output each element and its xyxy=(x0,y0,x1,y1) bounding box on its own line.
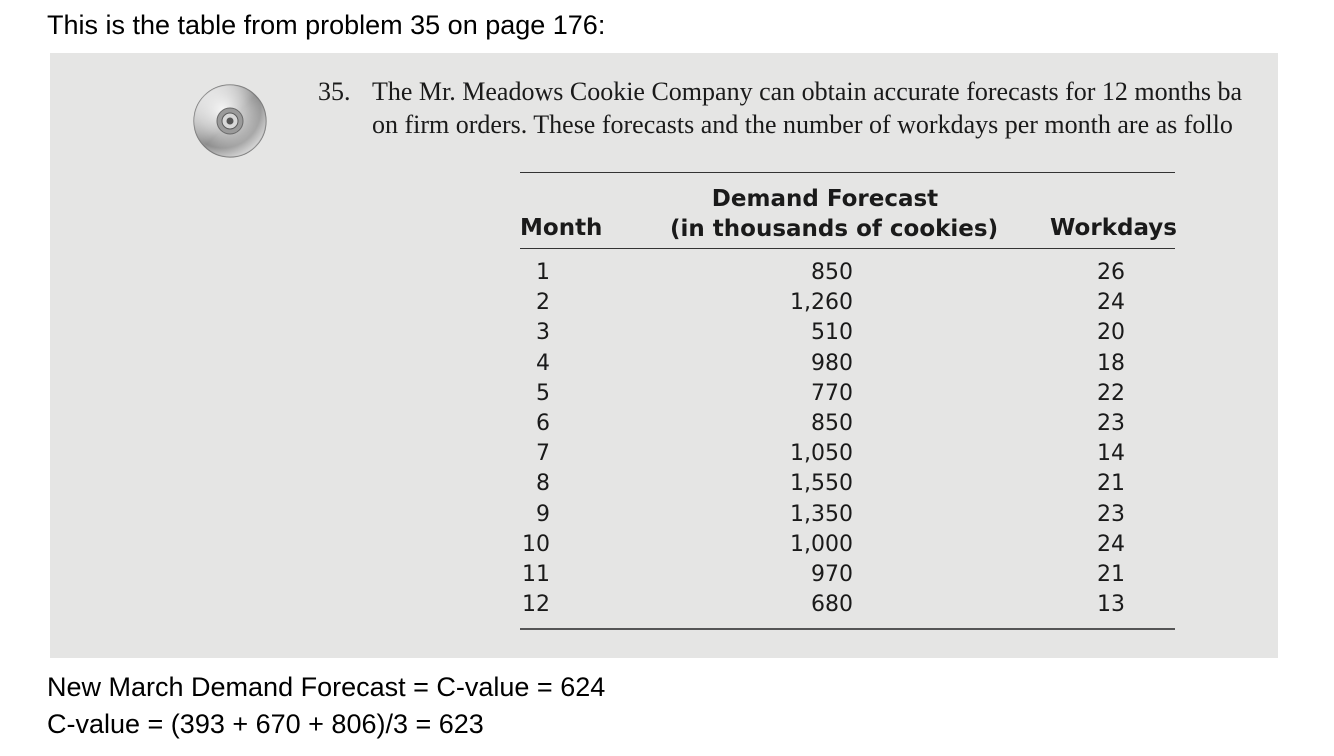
cell-workdays: 14 xyxy=(1097,441,1125,467)
cell-month: 2 xyxy=(536,290,550,316)
cell-month: 7 xyxy=(536,441,550,467)
table-row xyxy=(520,560,1175,590)
table-header-rule xyxy=(520,248,1175,249)
cell-demand: 510 xyxy=(811,320,853,346)
table-row xyxy=(520,469,1175,499)
cell-demand: 1,550 xyxy=(790,471,853,497)
cell-workdays: 18 xyxy=(1097,350,1125,376)
table-row xyxy=(520,409,1175,439)
problem-line-2: on firm orders. These forecasts and the number of workdays per month are as follo xyxy=(372,110,1233,139)
table-row xyxy=(520,500,1175,530)
problem-number: 35. xyxy=(318,77,351,106)
cell-demand: 680 xyxy=(811,592,853,618)
cell-workdays: 22 xyxy=(1097,380,1125,406)
intro-text: This is the table from problem 35 on page 176: xyxy=(47,10,606,40)
cell-month: 5 xyxy=(536,380,550,406)
cell-month: 9 xyxy=(536,501,550,527)
problem-line-1: 35. The Mr. Meadows Cookie Company can obtain accurate forecasts for 12 months ba xyxy=(318,77,1243,106)
cell-workdays: 26 xyxy=(1097,260,1125,285)
cell-demand: 850 xyxy=(811,410,853,436)
table-row xyxy=(520,288,1175,318)
cell-month: 3 xyxy=(536,320,550,346)
cell-month: 6 xyxy=(536,410,550,436)
header-month: Month xyxy=(520,215,603,241)
answer-line-1: New March Demand Forecast = C-value = 624 xyxy=(47,672,606,702)
cell-demand: 1,260 xyxy=(790,290,853,316)
table-row xyxy=(520,530,1175,560)
cell-demand: 850 xyxy=(811,260,853,285)
table-row xyxy=(520,258,1175,288)
table-bottom-rule xyxy=(520,628,1175,630)
cell-workdays: 24 xyxy=(1097,290,1125,316)
cell-workdays: 23 xyxy=(1097,410,1125,436)
cell-workdays: 24 xyxy=(1097,531,1125,557)
problem-statement xyxy=(318,75,1242,141)
cell-workdays: 21 xyxy=(1097,471,1125,497)
cell-month: 12 xyxy=(522,592,550,618)
cell-demand: 770 xyxy=(811,380,853,406)
table-top-rule xyxy=(520,172,1175,173)
table-row xyxy=(520,439,1175,469)
cell-demand: 970 xyxy=(811,561,853,587)
header-demand-forecast: Demand Forecast (in thousands of cookies) xyxy=(670,186,999,242)
table-row xyxy=(520,379,1175,409)
cell-workdays: 13 xyxy=(1097,592,1125,618)
cell-demand: 1,350 xyxy=(790,501,853,527)
answer-line-2: C-value = (393 + 670 + 806)/3 = 623 xyxy=(47,709,484,739)
cell-month: 4 xyxy=(536,350,550,376)
cd-disc-icon xyxy=(192,83,268,159)
header-workdays: Workdays xyxy=(1050,215,1177,241)
cell-demand: 1,000 xyxy=(790,531,853,557)
cell-demand: 980 xyxy=(811,350,853,376)
table-row xyxy=(520,349,1175,379)
cell-demand: 1,050 xyxy=(790,441,853,467)
cell-workdays: 20 xyxy=(1097,320,1125,346)
table-body xyxy=(520,258,1175,620)
cell-month: 10 xyxy=(522,531,550,557)
table-row xyxy=(520,590,1175,620)
table-row xyxy=(520,318,1175,348)
cell-month: 1 xyxy=(536,260,550,285)
cell-workdays: 23 xyxy=(1097,501,1125,527)
textbook-excerpt xyxy=(50,53,1278,658)
cell-workdays: 21 xyxy=(1097,561,1125,587)
cell-month: 8 xyxy=(536,471,550,497)
cell-month: 11 xyxy=(522,561,550,587)
